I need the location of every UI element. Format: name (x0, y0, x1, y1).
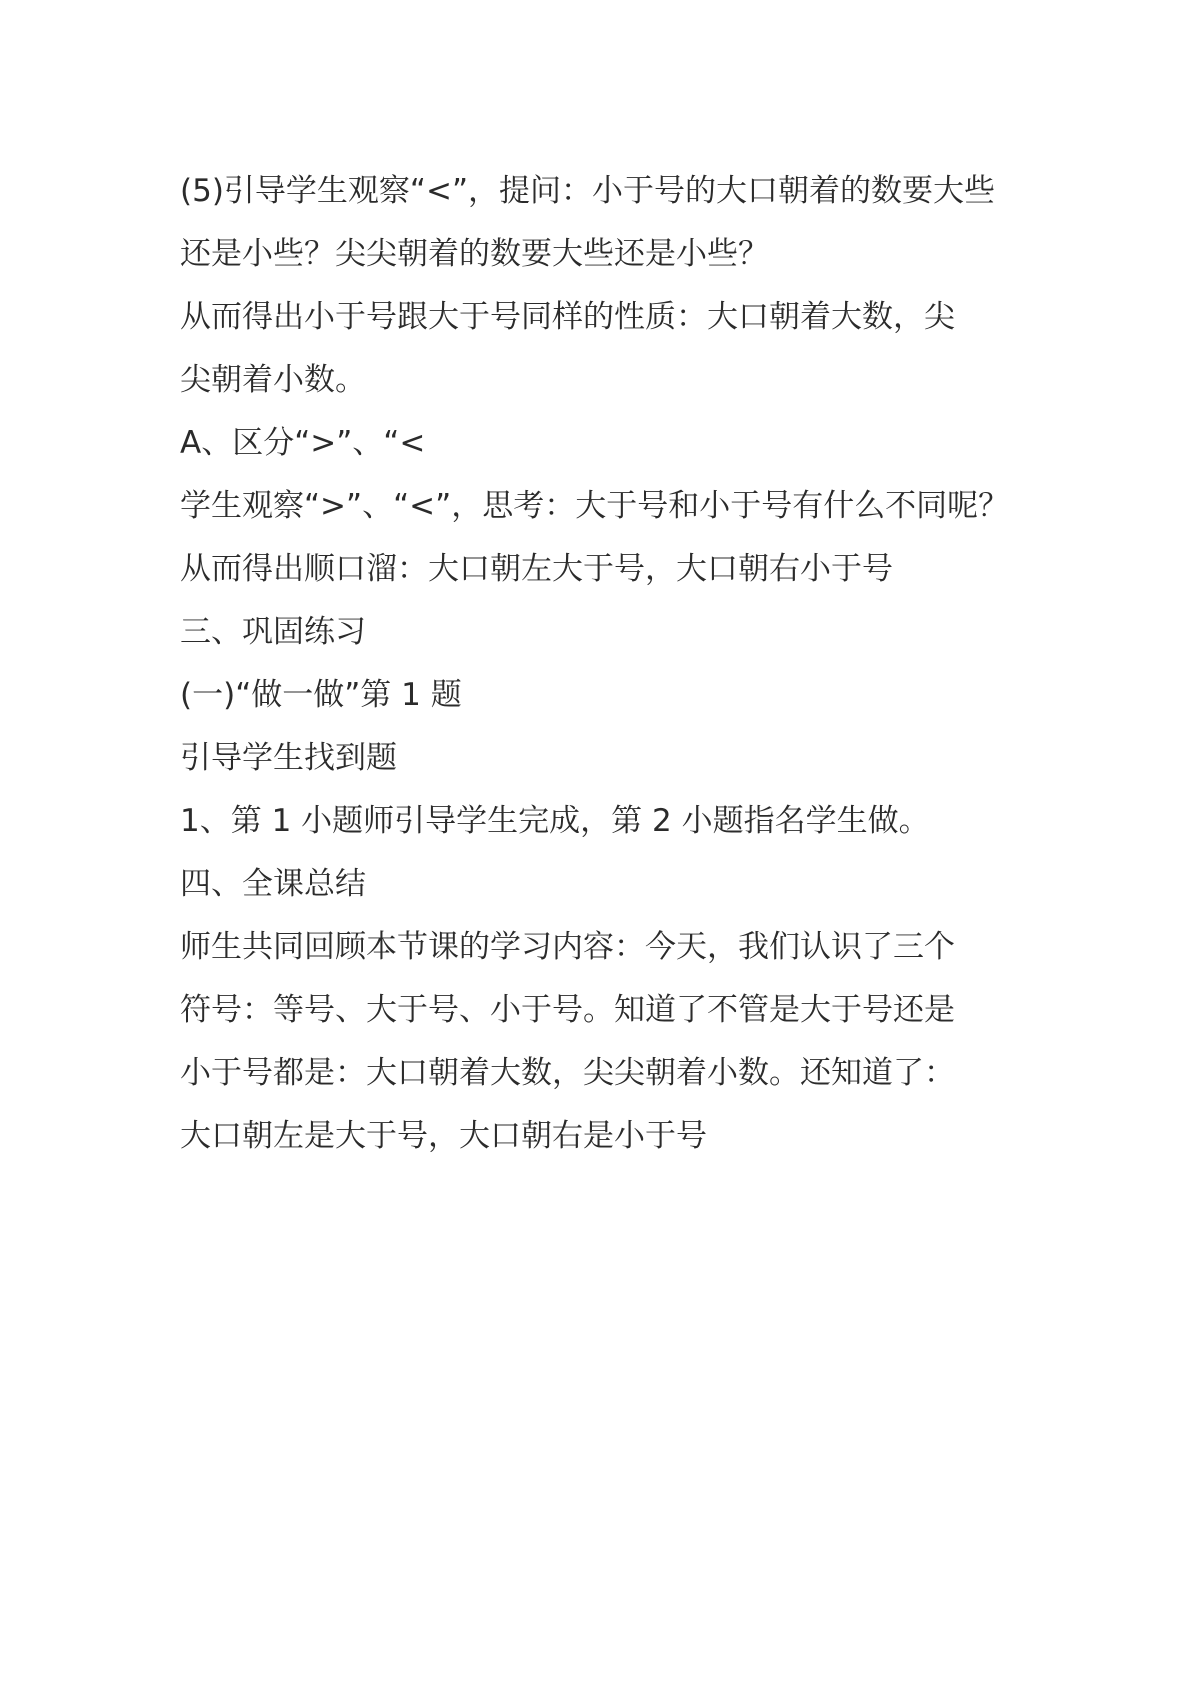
text-line: 尖朝着小数。 (180, 362, 366, 398)
text-line: 从而得出顺口溜：大口朝左大于号，大口朝右小于号 (180, 551, 893, 587)
section-heading: 三、巩固练习 (180, 614, 366, 650)
text-line: 师生共同回顾本节课的学习内容：今天，我们认识了三个 (180, 929, 955, 965)
text-line: (5)引导学生观察“<”，提问：小于号的大口朝着的数要大些 (180, 173, 996, 209)
text-line: 大口朝左是大于号，大口朝右是小于号 (180, 1118, 707, 1154)
subsection-heading: (一)“做一做”第 1 题 (180, 677, 462, 713)
text-line: 学生观察“>”、“<”，思考：大于号和小于号有什么不同呢？ (180, 488, 1010, 524)
text-line: 还是小些？尖尖朝着的数要大些还是小些？ (180, 236, 769, 272)
text-line: 从而得出小于号跟大于号同样的性质：大口朝着大数，尖 (180, 299, 955, 335)
text-line: 1、第 1 小题师引导学生完成，第 2 小题指名学生做。 (180, 803, 930, 839)
text-line: A、区分“>”、“< (180, 425, 426, 461)
document-body (180, 160, 1040, 1168)
text-line: 小于号都是：大口朝着大数，尖尖朝着小数。还知道了： (180, 1055, 955, 1091)
text-line: 引导学生找到题 (180, 740, 397, 776)
text-line: 符号：等号、大于号、小于号。知道了不管是大于号还是 (180, 992, 955, 1028)
section-heading: 四、全课总结 (180, 866, 366, 902)
